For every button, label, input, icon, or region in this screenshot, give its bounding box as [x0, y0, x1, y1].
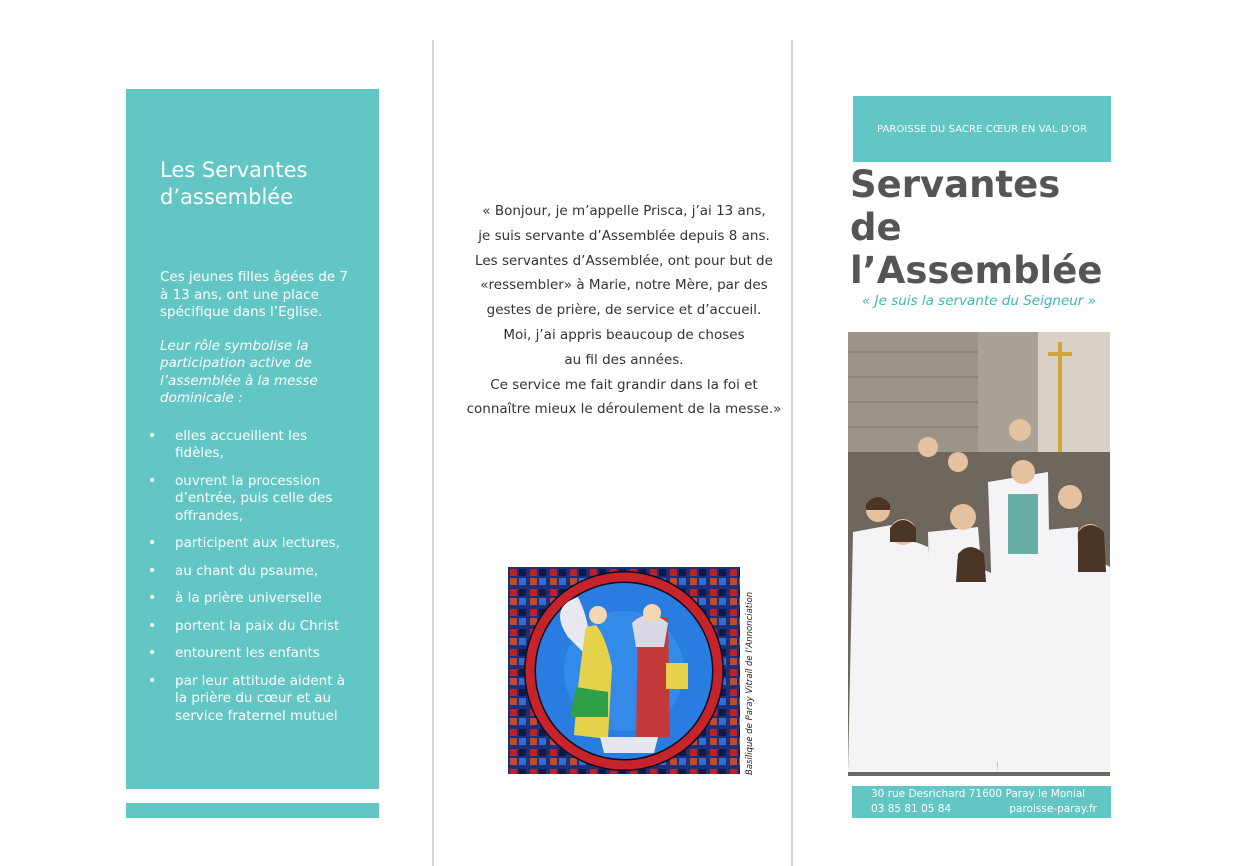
- role-intro-text: Leur rôle symbolise la participation active de l’assemblée à la messe dominicale :: [160, 337, 318, 406]
- role-item: [148, 472, 349, 526]
- testimony-quote: [446, 199, 802, 422]
- quote-line: gestes de prière, de service et d’accueil.: [486, 302, 762, 319]
- stained-glass-annunciation-image: [508, 567, 740, 774]
- bullet-icon: •: [148, 672, 157, 689]
- role-item-text: au chant du psaume,: [175, 562, 319, 579]
- title-line: Servantes: [850, 163, 1061, 206]
- role-item: [148, 590, 349, 608]
- website-link[interactable]: paroisse-paray.fr: [1009, 802, 1097, 815]
- role-item: [148, 672, 349, 726]
- contact-row: [871, 802, 1097, 817]
- role-item: [148, 562, 349, 581]
- intro-text: Ces jeunes filles âgées de 7 à 13 ans, ont une place spécifique dans l’Eglise.: [160, 269, 349, 320]
- title-line: l’Assemblée: [850, 249, 1103, 292]
- role-item-text: participent aux lectures,: [175, 535, 340, 551]
- left-title-line2: d’assemblée: [160, 185, 294, 209]
- quote-line: Moi, j’ai appris beaucoup de choses: [503, 326, 745, 343]
- bullet-icon: •: [148, 472, 157, 489]
- bullet-icon: •: [148, 427, 157, 444]
- role-item: [148, 617, 349, 636]
- role-item-text: à la prière universelle: [175, 590, 322, 606]
- role-item-text: entourent les enfants: [175, 645, 320, 661]
- quote-line: connaître mieux le déroulement de la messe.»: [466, 401, 782, 418]
- quote-line: je suis servante d’Assemblée depuis 8 ans.: [478, 227, 770, 244]
- role-item-text: ouvrent la procession d’entrée, puis celle des offrandes,: [175, 472, 333, 524]
- altar-servers-illustration: [848, 332, 1110, 776]
- title-line: de: [850, 206, 902, 249]
- panel-divider-left: [432, 40, 434, 866]
- quote-line: « Bonjour, je m’appelle Prisca, j’ai 13 ans,: [482, 203, 766, 219]
- role-item: [148, 535, 349, 553]
- subtitle-quote: « Je suis la servante du Seigneur »: [862, 293, 1096, 309]
- brochure-title: [850, 163, 1130, 292]
- bullet-icon: •: [148, 590, 157, 606]
- left-title-line1: Les Servantes: [160, 158, 308, 182]
- quote-line: au fil des années.: [564, 351, 684, 368]
- address-line: 30 rue Desrichard 71600 Paray le Monial: [871, 788, 1086, 800]
- role-item-text: portent la paix du Christ: [175, 617, 340, 634]
- parish-banner: [853, 96, 1111, 162]
- left-panel-title: [160, 157, 349, 211]
- bullet-icon: •: [148, 645, 157, 661]
- role-item-text: elles accueillent les fidèles,: [175, 427, 308, 461]
- quote-line: Les servantes d’Assemblée, ont pour but de: [475, 252, 773, 269]
- left-info-panel: [126, 89, 379, 789]
- parish-name: PAROISSE DU SACRE CŒUR EN VAL D’OR: [876, 123, 1087, 135]
- bullet-icon: •: [148, 562, 157, 579]
- left-accent-strip: [126, 803, 379, 818]
- role-item: [148, 645, 349, 663]
- quote-line: Ce service me fait grandir dans la foi et: [490, 376, 758, 393]
- quote-line: «ressembler» à Marie, notre Mère, par des: [480, 277, 768, 294]
- role-item-text: par leur attitude aident à la prière du cœur et au service fraternel mutuel: [175, 672, 346, 724]
- role-item: [148, 427, 349, 463]
- panel-divider-right: [791, 40, 793, 866]
- stained-glass-illustration: [508, 567, 740, 774]
- bullet-icon: •: [148, 535, 157, 551]
- altar-servers-photo: [848, 332, 1110, 776]
- phone-number: 03 85 81 05 84: [871, 802, 952, 815]
- contact-footer: [852, 786, 1111, 818]
- image-caption: Basilique de Paray Vitrail de l’Annonciation: [745, 591, 755, 775]
- bullet-icon: •: [148, 617, 157, 634]
- role-list: [148, 427, 349, 726]
